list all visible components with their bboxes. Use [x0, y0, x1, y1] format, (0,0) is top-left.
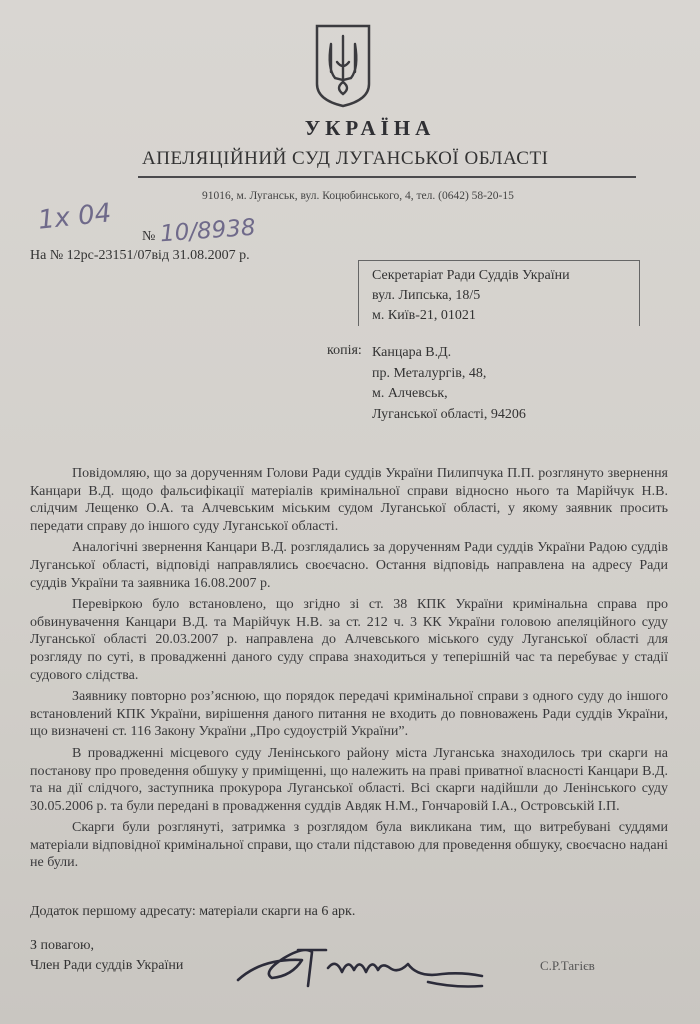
recipient-address [372, 266, 570, 326]
recipient-line: вул. Липська, 18/5 [372, 288, 481, 303]
body-paragraph: В провадженні місцевого суду Ленінського району міста Луганська знаходилось три скарги на постанову про проведення обшуку у приміщенні, що належить на праві приватної власності Канцари В.Д. та на дії слідчого, заступника прокурора Луганської області. Всі скарги надійшли до Ленінського суду 30.05.2006 р. та були передані в провадження суддів Авдяк Н.М., Гончаровій І.А., Островській І.П. [30, 745, 668, 814]
body-paragraph: Перевіркою було встановлено, що згідно зі ст. 38 КПК України кримінальна справа про обвинувачення Канцари В.Д. та Марійчук Н.В. за ст. 212 ч. 3 КК України головою апеляційного суду Луганської області 20.03.2007 р. направлена до Алчевського міського суду Луганської області для розгляду по суті, в провадженні даного суду справа знаходиться у теперішній час та перебуває у стадії судового слідства. [30, 597, 668, 683]
signer-position: Член Ради суддів України [30, 958, 184, 973]
court-title: АПЕЛЯЦІЙНИЙ СУД ЛУГАНСЬКОЇ ОБЛАСТІ [142, 148, 549, 169]
copy-line: пр. Металургів, 48, [372, 365, 487, 381]
signer-name: С.Р.Тагієв [540, 958, 595, 973]
body-paragraph: Скарги були розглянуті, затримка з розглядом була викликана тим, що витребувані суддями матеріали відповідної кримінальної справи, що стали підставою для проведення обшуку, своєчасно надані не були. [30, 820, 668, 871]
closing-line: З повагою, [30, 938, 94, 953]
copy-address [372, 343, 526, 425]
letter-body [30, 465, 668, 876]
court-address: 91016, м. Луганськ, вул. Коцюбинського, 4, тел. (0642) 58-20-15 [202, 190, 514, 202]
recipient-line: м. Київ-21, 01021 [372, 308, 476, 323]
handwritten-number: 10/8938 [159, 214, 257, 248]
country-title: УКРАЇНА [304, 116, 436, 140]
recipient-line: Секретаріат Ради Суддів України [372, 268, 570, 283]
copy-line: Канцара В.Д. [372, 345, 452, 360]
copy-line: Луганської області, 94206 [372, 406, 526, 422]
body-paragraph: Повідомляю, що за дорученням Голови Ради суддів України Пилипчука П.П. розглянуто звернення Канцари В.Д. щодо фальсифікації матеріалів кримінальної справи відносно нього та Марійчук Н.В. слідчим Лещенко О.А. та Алчевським міським судом Луганської області, у якому заявник просить передати справу до іншого суду Луганської області. [30, 466, 668, 534]
handwritten-date: 1х 04 [36, 198, 113, 236]
reference-line: На № 12рс-23151/07від 31.08.2007 р. [30, 248, 250, 263]
header-divider [138, 176, 636, 178]
body-paragraph: Аналогічні звернення Канцари В.Д. розглядались за дорученням Ради суддів України Радою суддів Луганської області, відповіді направлялись своєчасно. Остання відповідь направлена на адресу Ради суддів України та заявника 16.08.2007 р. [30, 540, 668, 591]
signature-icon [232, 928, 512, 998]
trident-icon [313, 22, 373, 108]
copy-line: м. Алчевськ, [372, 386, 448, 401]
attachment-note: Додаток першому адресату: матеріали скарги на 6 арк. [30, 904, 356, 919]
copy-label: копія: [327, 343, 362, 358]
number-label: № [142, 229, 156, 244]
body-paragraph: Заявнику повторно роз’яснюю, що порядок передачі кримінальної справи з одного суду до іншого встановлений КПК України, вирішення даного питання не входить до повноважень Ради суддів України, що визначені ст. 116 Закону України „Про судоустрій України”. [30, 689, 668, 740]
